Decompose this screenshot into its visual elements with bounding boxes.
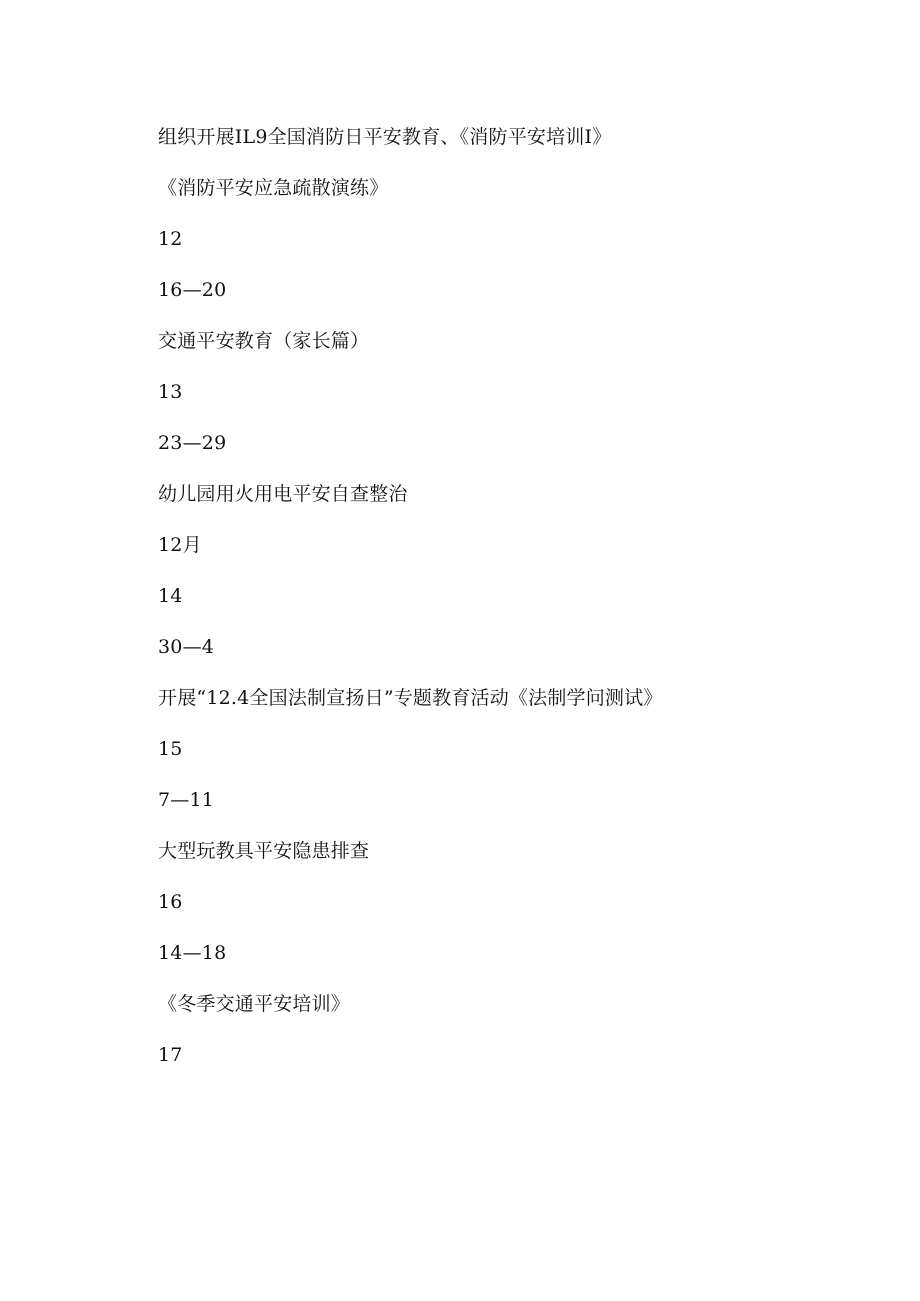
text-line: 开展“12.4全国法制宣扬日”专题教育活动《法制学问测试》 xyxy=(158,687,663,709)
text-line: 幼儿园用火用电平安自查整治 xyxy=(158,483,408,505)
text-line: 13 xyxy=(158,381,183,403)
text-line: 15 xyxy=(158,738,183,760)
text-line: 7—11 xyxy=(158,789,215,811)
text-line: 14 xyxy=(158,585,183,607)
text-line: 组织开展IL9全国消防日平安教育、《消防平安培训I》 xyxy=(158,126,612,148)
text-line: 16 xyxy=(158,891,183,913)
text-line: 《冬季交通平安培训》 xyxy=(158,993,351,1015)
text-line: 12月 xyxy=(158,534,202,556)
text-line: 16—20 xyxy=(158,279,227,301)
text-line: 交通平安教育（家长篇） xyxy=(158,330,370,352)
text-line: 23—29 xyxy=(158,432,227,454)
text-line: 《消防平安应急疏散演练》 xyxy=(158,177,389,199)
text-line: 14—18 xyxy=(158,942,227,964)
text-line: 12 xyxy=(158,228,183,250)
text-line: 30—4 xyxy=(158,636,215,658)
text-line: 大型玩教具平安隐患排查 xyxy=(158,840,370,862)
text-line: 17 xyxy=(158,1044,183,1066)
